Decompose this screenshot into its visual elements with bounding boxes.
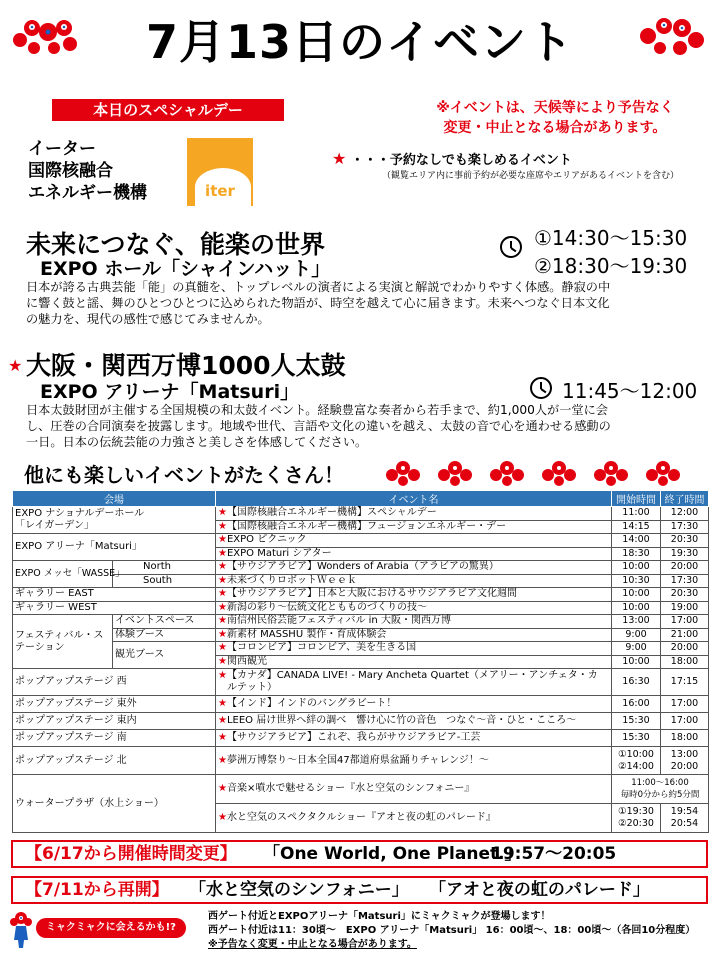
table-row — [13, 534, 709, 548]
start-time: 14:15 — [612, 520, 661, 534]
walkin-star-icon: ★ — [218, 642, 227, 654]
legend — [332, 149, 572, 168]
venue-cell: ギャラリー EAST — [13, 588, 216, 602]
notice-line: ※イベントは、天候等により予告なく — [436, 100, 674, 116]
event-cell — [216, 574, 612, 588]
table-row — [13, 669, 709, 696]
venue-text: 「レイガーデン」 — [15, 520, 94, 531]
venue-cell: ポップアップステージ 東外 — [13, 696, 216, 713]
table-row — [13, 730, 709, 747]
end-time: 20:00 — [661, 642, 709, 656]
walkin-star-icon: ★ — [218, 561, 227, 573]
event-name: 関西観光 — [226, 655, 267, 667]
event-name: 【国際核融合エネルギー機構】フュージョンエネルギー・デー — [226, 520, 507, 532]
event-cell — [216, 655, 612, 669]
venue-cell: ウォータープラザ（水上ショー） — [13, 775, 216, 833]
sub-venue-cell: North — [113, 561, 216, 575]
time-text: 毎時0分から約5分間 — [620, 790, 700, 800]
time-text: 20:00 — [670, 760, 699, 772]
expo-logo-icon — [384, 459, 422, 487]
myaku-info — [208, 910, 695, 952]
end-time: 17:30 — [661, 520, 709, 534]
start-time — [612, 775, 709, 804]
legend-text: ・・・予約なしでも楽しめるイベント — [350, 153, 572, 168]
event-cell — [216, 561, 612, 575]
table-row — [13, 642, 709, 656]
org-line: エネルギー機構 — [28, 183, 147, 203]
col-header-end: 終了時間 — [661, 491, 709, 507]
special-day-badge: 本日のスペシャルデー — [52, 99, 284, 121]
time-text: 11:00～16:00 — [631, 778, 689, 788]
event-cell — [216, 547, 612, 561]
banner-text: 「アオと夜の虹のパレード」 — [429, 880, 650, 900]
end-time: 17:15 — [661, 669, 709, 696]
organization-name — [28, 138, 147, 204]
legend-star-icon: ★ — [332, 149, 347, 168]
schedule-change-banner — [11, 840, 708, 868]
start-time — [612, 747, 661, 775]
banner-label: 【6/17から開催時間変更】 — [25, 844, 237, 864]
end-time: 20:30 — [661, 534, 709, 548]
event-name: 【カナダ】CANADA LIVE! - Mary Ancheta Quartet（メアリー・アンチェタ・カ — [226, 670, 598, 681]
walkin-star-icon: ★ — [218, 534, 227, 546]
legend-subtext: （観覧エリア内に事前予約が必要な座席やエリアがあるイベントを含む） — [382, 171, 680, 181]
venue-cell: ポップアップステージ 東内 — [13, 713, 216, 730]
start-time: 11:00 — [612, 507, 661, 521]
myaku-badge: ミャクミャクに会えるかも!? — [36, 918, 186, 938]
start-time: 9:00 — [612, 642, 661, 656]
event-cell — [216, 669, 612, 696]
event2-description — [26, 402, 706, 450]
event-name: 【コロンビア】コロンビア、美を生きる国 — [226, 642, 417, 654]
events-table — [12, 490, 709, 833]
venue-cell — [13, 507, 216, 534]
venue-cell: EXPO アリーナ「Matsuri」 — [13, 534, 216, 561]
venue-text: テーション — [15, 641, 65, 653]
walkin-star-icon: ★ — [218, 670, 227, 681]
end-time: 17:00 — [661, 696, 709, 713]
event-name: LEEO 届け世界へ絆の調べ 響け心に竹の音色 つなぐ～音・ひと・こころ～ — [226, 715, 577, 726]
end-time: 21:00 — [661, 628, 709, 642]
start-time: 16:00 — [612, 696, 661, 713]
end-time: 20:00 — [661, 561, 709, 575]
walkin-star-icon: ★ — [218, 732, 227, 743]
event2-time: 11:45〜12:00 — [562, 379, 698, 403]
resume-banner — [11, 876, 708, 904]
walkin-star-icon: ★ — [8, 356, 23, 375]
start-time: 10:00 — [612, 655, 661, 669]
event-cell — [216, 520, 612, 534]
table-row — [13, 696, 709, 713]
event-cell — [216, 713, 612, 730]
desc-line: 一日。日本の伝統芸能の力強さと美しさを体感してください。 — [26, 435, 368, 449]
time-text: 19:54 — [670, 806, 699, 817]
expo-logo-icon — [488, 459, 526, 487]
event-name: 【サウジアラビア】Wonders of Arabia（アラビアの驚異） — [226, 561, 499, 573]
end-time: 17:00 — [661, 615, 709, 629]
info-line: 西ゲート付近とEXPOアリーナ「Matsuri」にミャクミャクが登場します！ — [208, 911, 551, 922]
event-cell — [216, 775, 612, 804]
event-name: EXPO ピクニック — [226, 534, 307, 546]
walkin-star-icon: ★ — [218, 754, 227, 766]
event1-time-2: ②18:30〜19:30 — [534, 254, 688, 278]
event-name: ルテット） — [227, 682, 277, 693]
event-name: 未来づくりロボットＷｅｅｋ — [226, 574, 357, 586]
table-row — [13, 747, 709, 775]
venue-text: フェスティバル・ス — [15, 629, 104, 641]
time-text: ②14:00 — [618, 760, 654, 772]
banner-text: 「One World, One Planet.」 — [263, 844, 522, 864]
sub-venue-cell: イベントスペース — [113, 615, 216, 629]
venue-text: EXPO ナショナルデーホール — [15, 508, 145, 519]
iter-logo-text: iter — [205, 182, 235, 200]
table-row — [13, 561, 709, 575]
walkin-star-icon: ★ — [218, 520, 227, 532]
event2-title: 大阪・関西万博1000人太鼓 — [26, 351, 346, 380]
start-time: 10:00 — [612, 561, 661, 575]
event1-description — [26, 279, 706, 327]
event-cell — [216, 642, 612, 656]
venue-cell — [13, 615, 113, 669]
start-time — [612, 804, 661, 833]
event1-venue: EXPO ホール「シャインハット」 — [40, 258, 331, 280]
time-text: ①10:00 — [618, 748, 654, 760]
venue-cell: EXPO メッセ「WASSE」 — [13, 561, 113, 588]
expo-logo-icon — [644, 459, 682, 487]
time-text: 20:54 — [670, 818, 699, 829]
event2-venue: EXPO アリーナ「Matsuri」 — [40, 381, 300, 403]
col-header-event: イベント名 — [216, 491, 612, 507]
start-time: 15:30 — [612, 713, 661, 730]
start-time: 15:30 — [612, 730, 661, 747]
event1-time-1: ①14:30〜15:30 — [534, 226, 688, 250]
banner-label: 【7/11から再開】 — [25, 880, 169, 900]
end-time: 20:30 — [661, 588, 709, 602]
expo-logo-icon — [436, 459, 474, 487]
event-name: 【インド】インドのバングラビート！ — [226, 698, 397, 709]
walkin-star-icon: ★ — [218, 783, 227, 794]
event-name: 夢洲万博祭り～日本全国47都道府県盆踊りチャレンジ！～ — [226, 754, 489, 766]
desc-line: に響く鼓と謡、舞のひとつひとつに込められた物語が、時空を越えて心に届きます。未来へつなぐ日本文化 — [26, 296, 610, 310]
event-name: 【サウジアラビア】これぞ、我らがサウジアラビア-工芸 — [226, 732, 481, 743]
end-time: 17:00 — [661, 713, 709, 730]
other-events-heading: 他にも楽しいイベントがたくさん！ — [24, 463, 344, 487]
start-time: 9:00 — [612, 628, 661, 642]
walkin-star-icon: ★ — [218, 812, 227, 823]
event-cell — [216, 628, 612, 642]
event-name: 【国際核融合エネルギー機構】スペシャルデー — [226, 507, 437, 519]
walkin-star-icon: ★ — [218, 615, 227, 627]
page-title: 7月13日のイベント — [145, 15, 575, 69]
mascot-icon — [8, 910, 34, 950]
desc-line: の魅力を、現代の感性で感じてみませんか。 — [26, 312, 270, 326]
banner-time: 19:57〜20:05 — [491, 844, 617, 864]
start-time: 14:00 — [612, 534, 661, 548]
walkin-star-icon: ★ — [218, 698, 227, 709]
end-time: 19:00 — [661, 601, 709, 615]
org-line: イーター — [28, 139, 96, 159]
walkin-star-icon: ★ — [218, 507, 227, 519]
end-time: 17:30 — [661, 574, 709, 588]
walkin-star-icon: ★ — [218, 547, 227, 559]
clock-icon — [530, 377, 552, 399]
table-row — [13, 775, 709, 804]
end-time: 12:00 — [661, 507, 709, 521]
col-header-venue: 会場 — [13, 491, 216, 507]
end-time — [661, 804, 709, 833]
sub-venue-cell: 体験ブース — [113, 628, 216, 642]
end-time: 19:30 — [661, 547, 709, 561]
event-name: EXPO Maturi シアター — [226, 547, 332, 559]
event-cell — [216, 588, 612, 602]
iter-logo — [187, 138, 253, 206]
event-name: 音楽×噴水で魅せるショー『水と空気のシンフォニー』 — [226, 783, 475, 794]
table-row — [13, 713, 709, 730]
banner-text: 「水と空気のシンフォニー」 — [189, 880, 409, 900]
info-line: ※予告なく変更・中止となる場合があります。 — [208, 939, 417, 950]
start-time: 18:30 — [612, 547, 661, 561]
start-time: 10:00 — [612, 601, 661, 615]
info-line: 西ゲート付近は11：30頃～ EXPO アリーナ「Matsuri」 16：00頃～、18：00頃～（各回10分程度） — [208, 925, 696, 936]
table-row — [13, 628, 709, 642]
notice-line: 変更・中止となる場合があります。 — [443, 120, 667, 136]
table-row — [13, 615, 709, 629]
desc-line: し、圧巻の合同演奏を披露します。地域や世代、言語や文化の違いを越え、太鼓の音で心を通わせる感動の — [26, 419, 611, 433]
end-time — [661, 747, 709, 775]
event-cell — [216, 534, 612, 548]
walkin-star-icon: ★ — [218, 628, 227, 640]
sub-venue-cell: 観光ブース — [113, 642, 216, 669]
venue-cell: ポップアップステージ 西 — [13, 669, 216, 696]
expo-logo-icon — [592, 459, 630, 487]
walkin-star-icon: ★ — [218, 588, 227, 600]
start-time: 16:30 — [612, 669, 661, 696]
start-time: 10:30 — [612, 574, 661, 588]
event-cell — [216, 747, 612, 775]
event-cell — [216, 601, 612, 615]
time-text: ②20:30 — [618, 818, 654, 829]
walkin-star-icon: ★ — [218, 715, 227, 726]
venue-cell: ギャラリー WEST — [13, 601, 216, 615]
time-text: ①19:30 — [618, 806, 654, 817]
expo-logo-icon — [540, 459, 578, 487]
walkin-star-icon: ★ — [218, 601, 227, 613]
sub-venue-cell: South — [113, 574, 216, 588]
walkin-star-icon: ★ — [218, 574, 227, 586]
event-cell — [216, 696, 612, 713]
table-row — [13, 601, 709, 615]
event-name: 南信州民俗芸能フェスティバル in 大阪・関西万博 — [226, 615, 451, 627]
event1-title: 未来につなぐ、能楽の世界 — [26, 230, 326, 259]
walkin-star-icon: ★ — [218, 655, 227, 667]
end-time: 18:00 — [661, 655, 709, 669]
event-cell — [216, 507, 612, 521]
table-row — [13, 588, 709, 602]
end-time: 18:00 — [661, 730, 709, 747]
venue-cell: ポップアップステージ 南 — [13, 730, 216, 747]
col-header-start: 開始時間 — [612, 491, 661, 507]
time-text: 13:00 — [670, 748, 699, 760]
desc-line: 日本が誇る古典芸能「能」の真髄を、トップレベルの演者による実演と解説でわかりやすく体感。静寂の中 — [26, 280, 611, 294]
event-name: 水と空気のスペクタクルショー『アオと夜の虹のパレード』 — [226, 812, 496, 823]
clock-icon — [500, 236, 522, 258]
table-header-row — [13, 491, 709, 507]
event-name: 新潟の彩り～伝統文化ともものづくりの技～ — [226, 601, 427, 613]
start-time: 13:00 — [612, 615, 661, 629]
venue-cell: ポップアップステージ 北 — [13, 747, 216, 775]
event-name: 新素材 MASSHU 製作・育成体験会 — [226, 628, 387, 640]
weather-notice — [400, 98, 710, 138]
event-cell — [216, 730, 612, 747]
org-line: 国際核融合 — [28, 161, 113, 181]
start-time: 10:00 — [612, 588, 661, 602]
event-name: 【サウジアラビア】日本と大阪におけるサウジアラビア文化週間 — [226, 588, 517, 600]
desc-line: 日本太鼓財団が主催する全国規模の和太鼓イベント。経験豊富な奏者から若手まで、約1,000人が一堂に会 — [26, 403, 608, 417]
table-row — [13, 507, 709, 521]
event-cell — [216, 804, 612, 833]
event-cell — [216, 615, 612, 629]
